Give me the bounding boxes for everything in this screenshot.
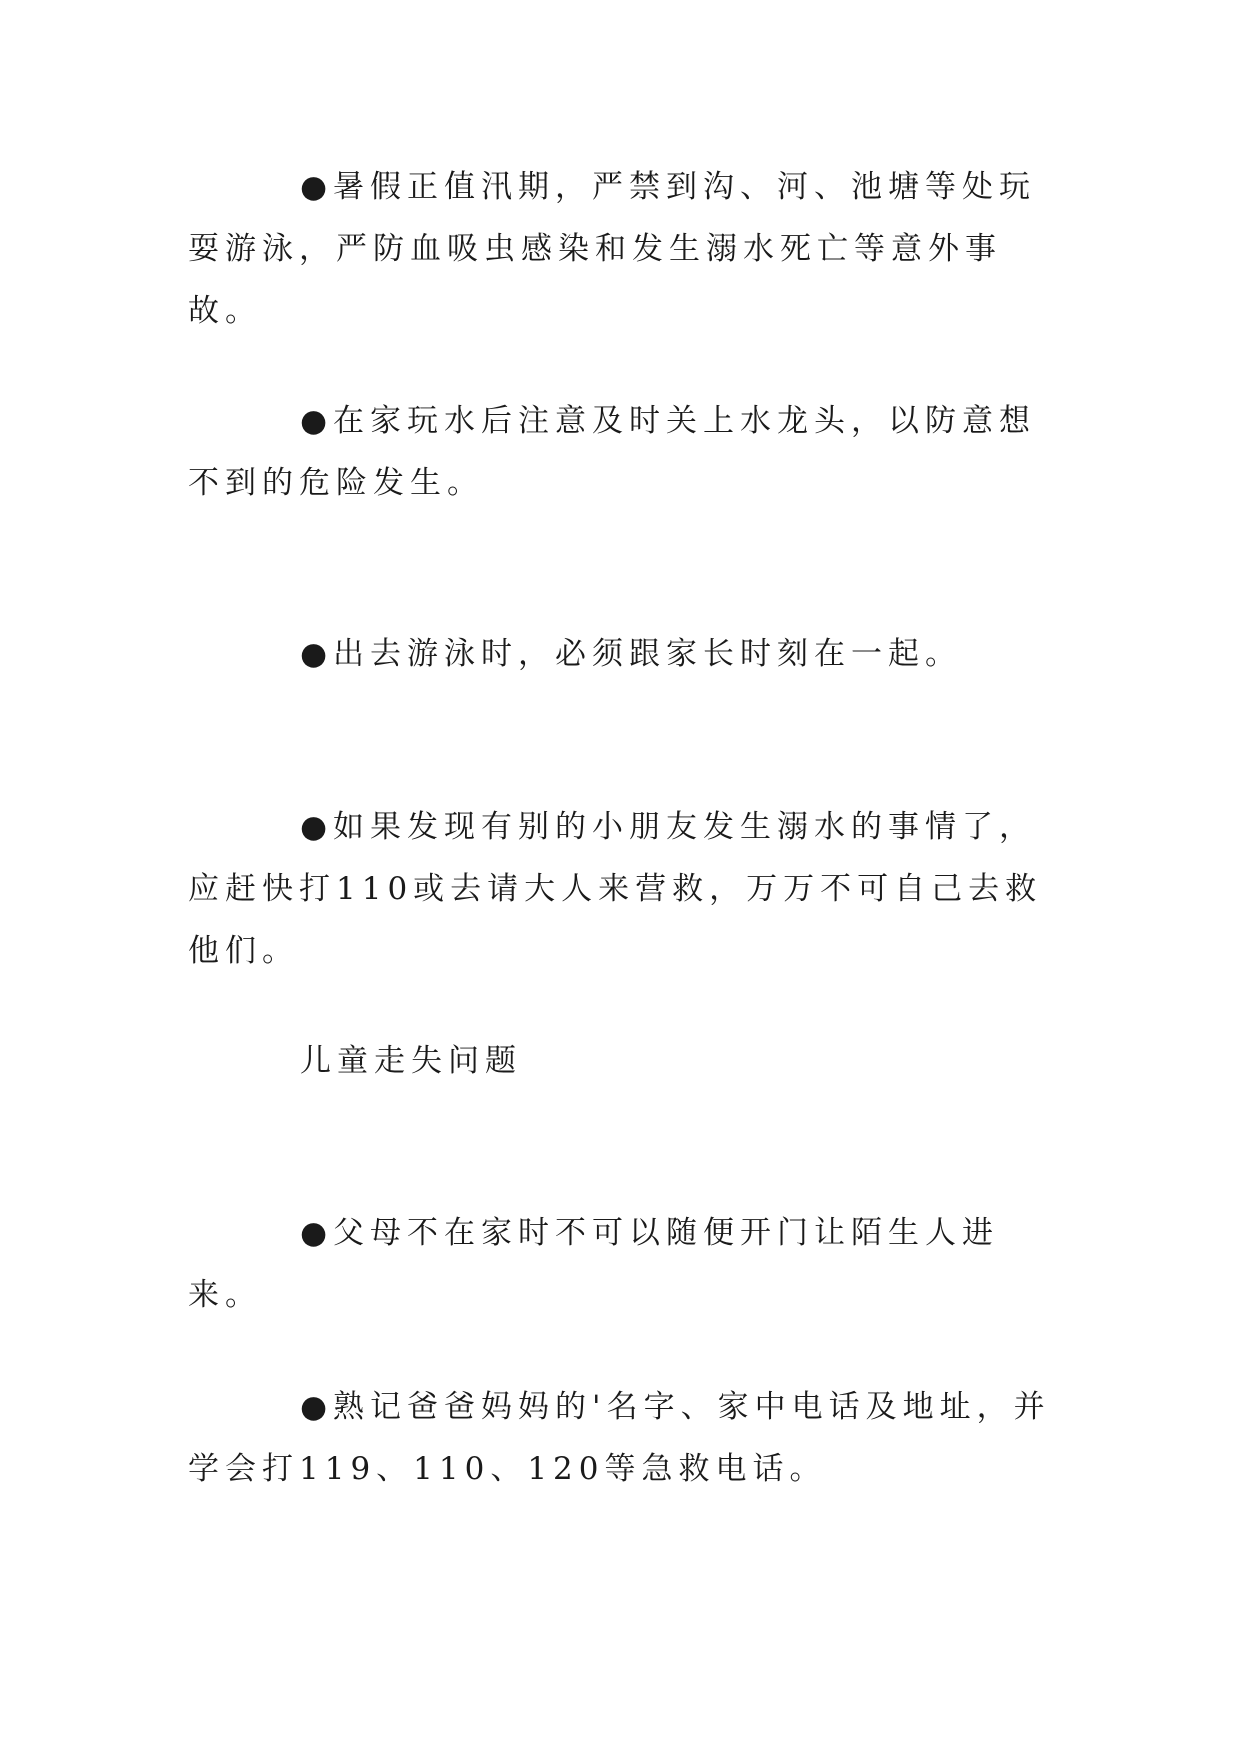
- paragraph-no-strangers: ●父母不在家时不可以随便开门让陌生人进来。: [188, 1215, 1000, 1313]
- paragraph-call-for-help: ●如果发现有别的小朋友发生溺水的事情了，应赶快打110或去请大人来营救，万万不可自己去救他们。: [188, 809, 1043, 969]
- section-heading-lost-children: 儿童走失问题: [300, 1043, 522, 1079]
- paragraph-remember-contacts: ●熟记爸爸妈妈的'名字、家中电话及地址，并学会打119、110、120等急救电话。: [188, 1389, 1051, 1487]
- paragraph-swim-with-parents: ●出去游泳时，必须跟家长时刻在一起。: [300, 636, 963, 672]
- paragraph-summer-flood-safety: ●暑假正值汛期，严禁到沟、河、池塘等处玩耍游泳，严防血吸虫感染和发生溺水死亡等意外事故。: [188, 169, 1037, 329]
- paragraph-turn-off-faucet: ●在家玩水后注意及时关上水龙头，以防意想不到的危险发生。: [188, 403, 1037, 501]
